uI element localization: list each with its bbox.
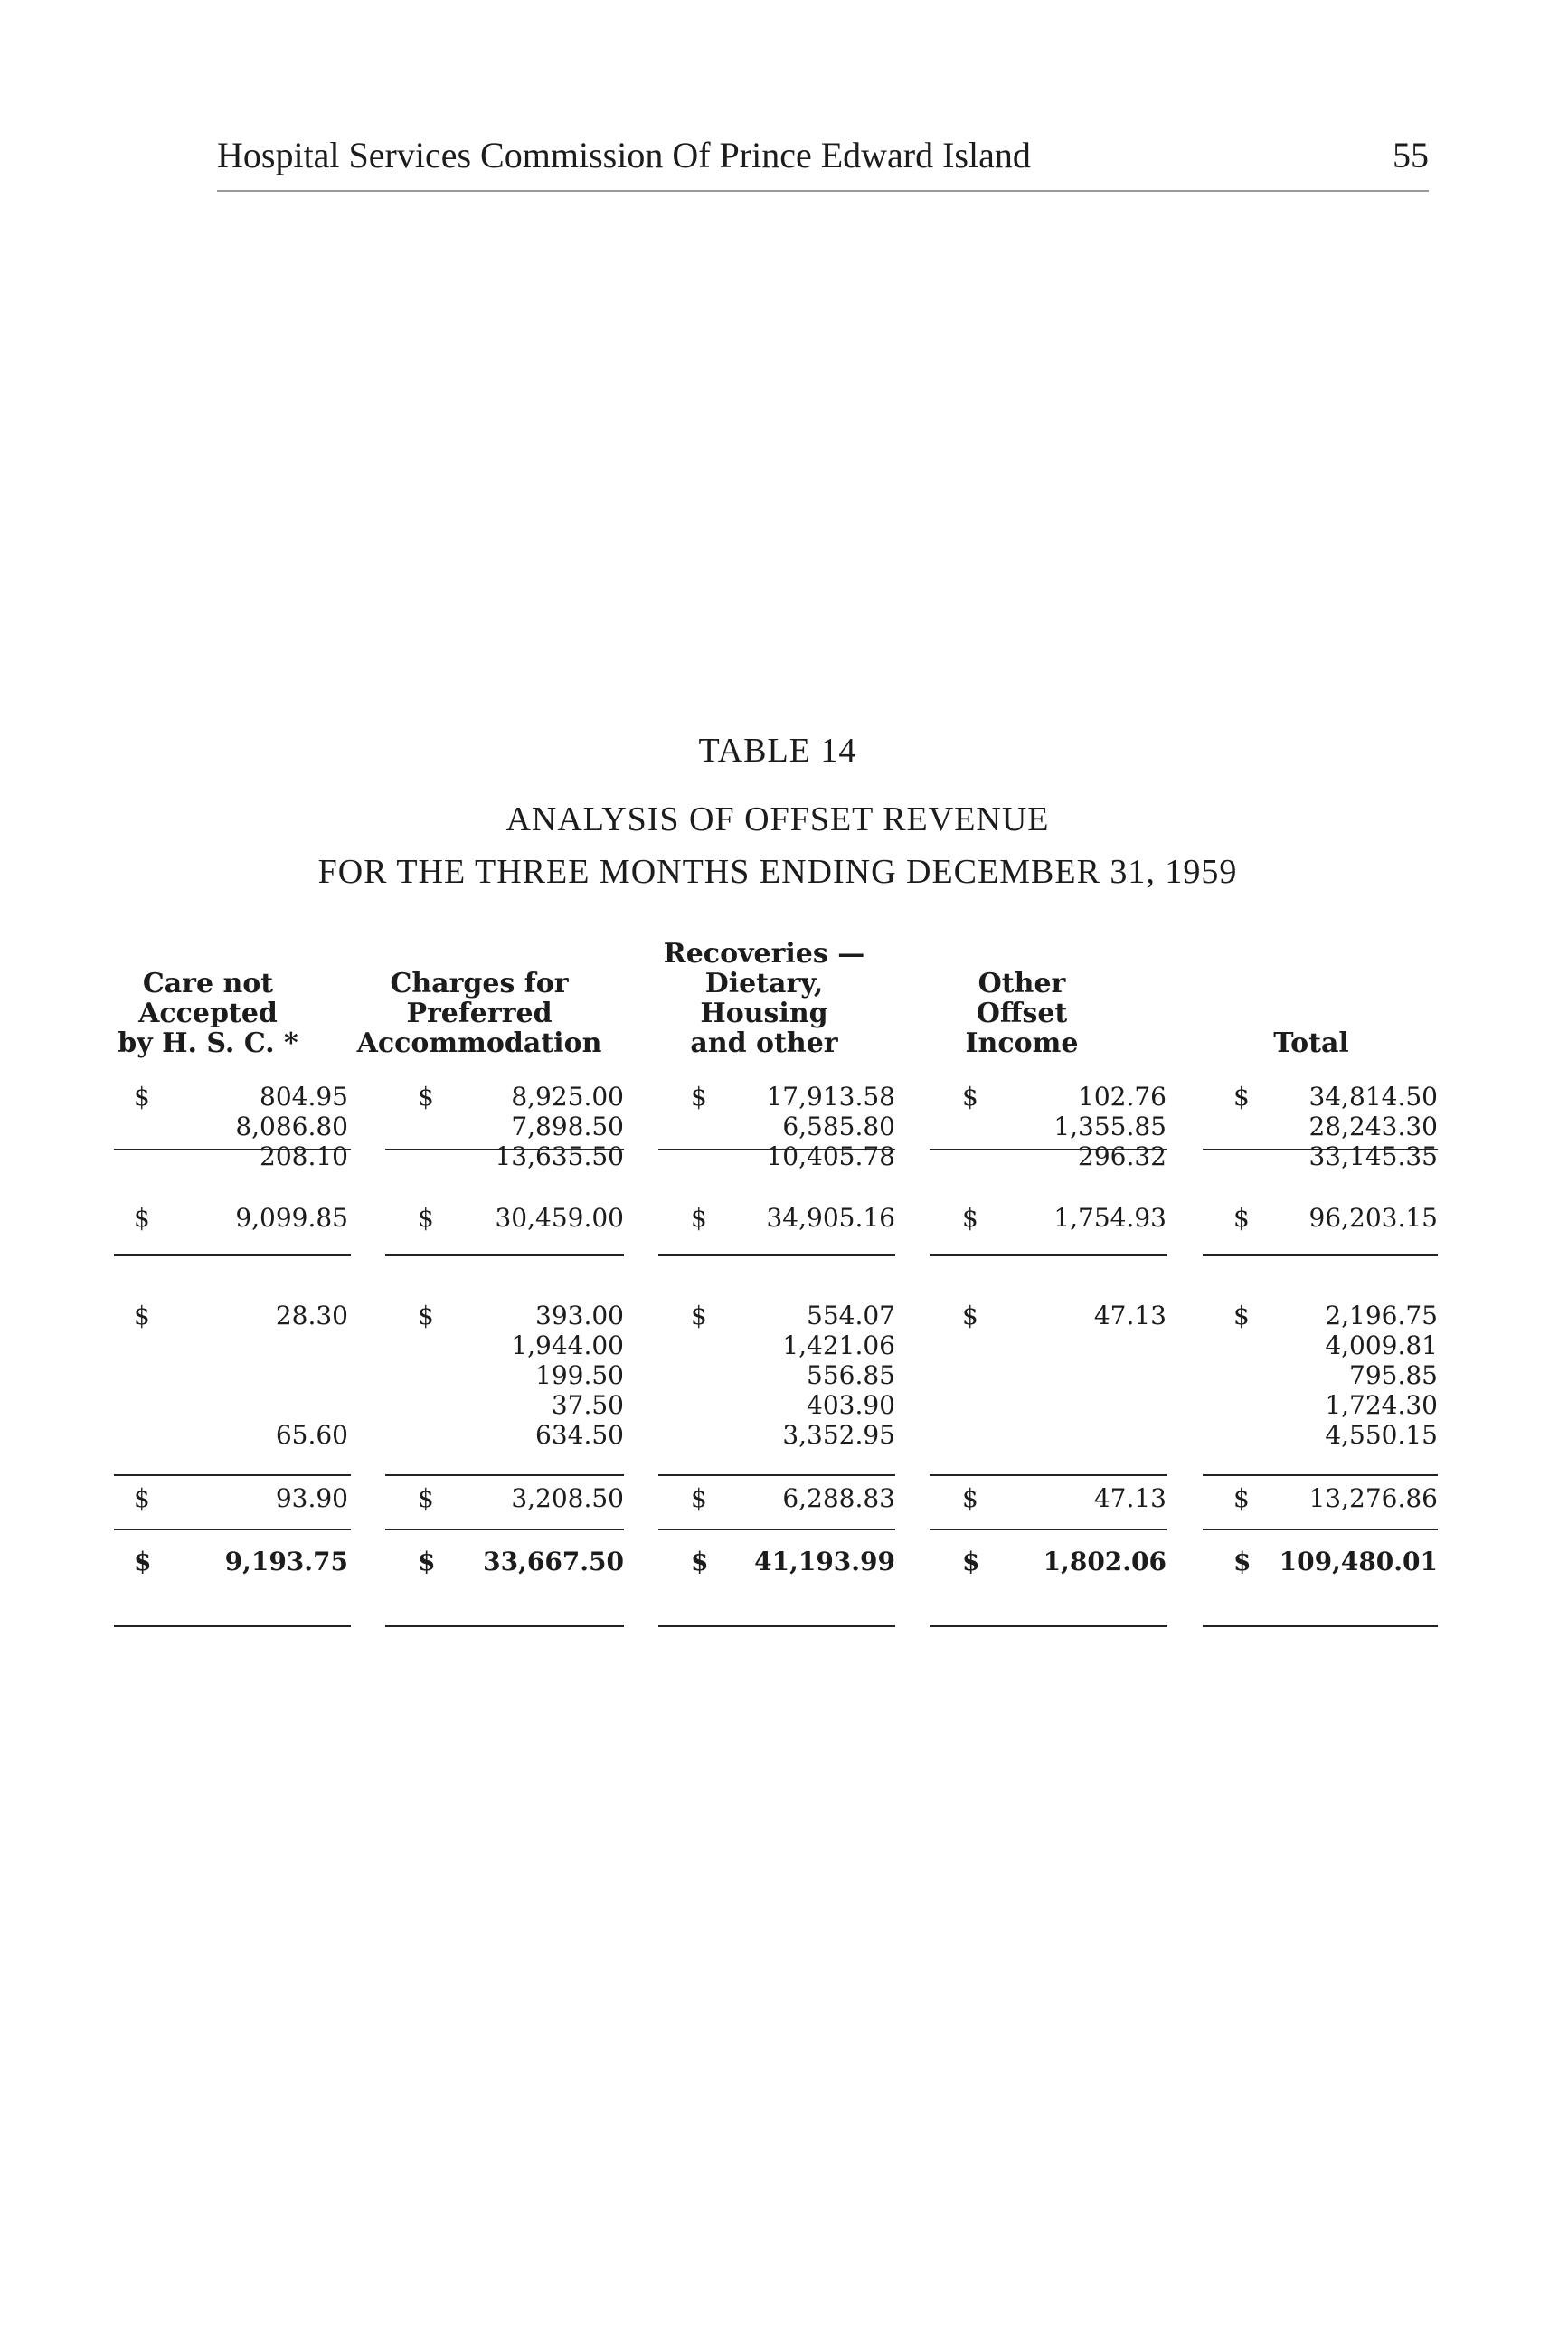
currency-sign: $ — [418, 1301, 434, 1330]
table-row-cell: 65.60 — [275, 1420, 348, 1450]
currency-sign: $ — [1233, 1547, 1252, 1576]
column-header-line: Total — [1273, 1027, 1349, 1059]
column-header-line: by H. S. C. * — [118, 1027, 298, 1059]
table-row-cell: 37.50 — [551, 1390, 624, 1420]
rule-above-subtotal — [114, 1149, 351, 1150]
subtotal-row-cell: 30,459.00 — [495, 1203, 624, 1233]
table-row-cell: 102.76 — [1078, 1082, 1167, 1112]
currency-sign: $ — [691, 1082, 707, 1112]
table-row-cell: 634.50 — [535, 1420, 624, 1450]
currency-sign: $ — [418, 1082, 434, 1112]
subtotal-row-cell: 3,208.50 — [511, 1483, 624, 1513]
column-header-line: Preferred — [406, 998, 553, 1029]
rule-above-subtotal — [658, 1149, 895, 1150]
rule-below-grand-total — [114, 1625, 351, 1627]
currency-sign: $ — [418, 1547, 436, 1576]
rule-above-subtotal — [385, 1474, 624, 1476]
currency-sign: $ — [418, 1483, 434, 1513]
table-row-cell: 199.50 — [535, 1360, 624, 1390]
table-row-cell: 1,724.30 — [1325, 1390, 1438, 1420]
rule-below-subtotal — [658, 1529, 895, 1530]
column-header-line: Accepted — [138, 998, 278, 1029]
table-row-cell: 403.90 — [807, 1390, 895, 1420]
table-row-cell: 556.85 — [807, 1360, 895, 1390]
table-row-cell: 2,196.75 — [1325, 1301, 1438, 1330]
rule-above-subtotal — [385, 1149, 624, 1150]
table-row-cell: 8,925.00 — [511, 1082, 624, 1112]
currency-sign: $ — [962, 1301, 978, 1330]
currency-sign: $ — [418, 1203, 434, 1233]
table-row-cell: 33,145.35 — [1308, 1141, 1438, 1171]
rule-above-subtotal — [658, 1474, 895, 1476]
table-row-cell: 7,898.50 — [511, 1112, 624, 1141]
table-subtitle: FOR THE THREE MONTHS ENDING DECEMBER 31, 1959 — [317, 853, 1238, 891]
column-header-line: Accommodation — [356, 1027, 602, 1059]
subtotal-row-cell: 9,099.85 — [235, 1203, 348, 1233]
table-title: ANALYSIS OF OFFSET REVENUE — [505, 800, 1050, 838]
rule-below-grand-total — [930, 1625, 1167, 1627]
table-row-cell: 47.13 — [1093, 1301, 1167, 1330]
currency-sign: $ — [962, 1082, 978, 1112]
currency-sign: $ — [1233, 1203, 1250, 1233]
rule-above-subtotal — [114, 1474, 351, 1476]
column-header-line: Offset — [976, 998, 1068, 1029]
currency-sign: $ — [962, 1483, 978, 1513]
table-row-cell: 4,550.15 — [1325, 1420, 1438, 1450]
table-row-cell: 17,913.58 — [766, 1082, 895, 1112]
currency-sign: $ — [134, 1301, 150, 1330]
page-number: 55 — [1393, 135, 1429, 175]
subtotal-row-cell: 47.13 — [1093, 1483, 1167, 1513]
grand-total-row-cell: 33,667.50 — [483, 1547, 624, 1576]
table-row-cell: 296.32 — [1078, 1141, 1167, 1171]
table-row-cell: 1,944.00 — [511, 1330, 624, 1360]
currency-sign: $ — [962, 1203, 978, 1233]
column-header-line: Recoveries — — [663, 938, 865, 970]
currency-sign: $ — [962, 1547, 980, 1576]
table-row-cell: 795.85 — [1349, 1360, 1438, 1390]
table-row-cell: 10,405.78 — [766, 1141, 895, 1171]
currency-sign: $ — [691, 1301, 707, 1330]
subtotal-row-cell: 96,203.15 — [1308, 1203, 1438, 1233]
table-row-cell: 4,009.81 — [1325, 1330, 1438, 1360]
currency-sign: $ — [134, 1547, 152, 1576]
column-header-line: Dietary, — [704, 968, 824, 999]
rule-below-subtotal — [385, 1529, 624, 1530]
currency-sign: $ — [134, 1082, 150, 1112]
table-row-cell: 34,814.50 — [1308, 1082, 1438, 1112]
column-header-5 — [1130, 1028, 1492, 1058]
column-header-line: Income — [965, 1027, 1079, 1059]
column-header-line: and other — [690, 1027, 838, 1059]
currency-sign: $ — [1233, 1301, 1250, 1330]
column-header-line: Other — [978, 968, 1066, 999]
rule-below-subtotal — [114, 1529, 351, 1530]
currency-sign: $ — [1233, 1082, 1250, 1112]
subtotal-row-cell: 93.90 — [275, 1483, 348, 1513]
currency-sign: $ — [691, 1203, 707, 1233]
currency-sign: $ — [691, 1483, 707, 1513]
grand-total-row-cell: 1,802.06 — [1043, 1547, 1167, 1576]
column-header-line: Charges for — [390, 968, 569, 999]
table-row-cell: 208.10 — [260, 1141, 348, 1171]
rule-below-grand-total — [658, 1625, 895, 1627]
currency-sign: $ — [691, 1547, 709, 1576]
column-header-line: Housing — [700, 998, 828, 1029]
rule-below-subtotal — [1203, 1529, 1438, 1530]
currency-sign: $ — [134, 1203, 150, 1233]
table-row-cell: 393.00 — [535, 1301, 624, 1330]
rule-below-subtotal — [930, 1529, 1167, 1530]
rule-above-subtotal — [1203, 1474, 1438, 1476]
rule-below-subtotal — [1203, 1254, 1438, 1256]
table-row-cell: 28,243.30 — [1308, 1112, 1438, 1141]
table-row-cell: 554.07 — [807, 1301, 895, 1330]
grand-total-row-cell: 109,480.01 — [1279, 1547, 1438, 1576]
grand-total-row-cell: 41,193.99 — [754, 1547, 895, 1576]
currency-sign: $ — [134, 1483, 150, 1513]
rule-below-subtotal — [658, 1254, 895, 1256]
table-row-cell: 1,421.06 — [782, 1330, 895, 1360]
grand-total-row-cell: 9,193.75 — [224, 1547, 348, 1576]
subtotal-row-cell: 6,288.83 — [782, 1483, 895, 1513]
rule-above-subtotal — [930, 1149, 1167, 1150]
rule-below-subtotal — [930, 1254, 1167, 1256]
rule-above-subtotal — [930, 1474, 1167, 1476]
rule-below-grand-total — [1203, 1625, 1438, 1627]
subtotal-row-cell: 13,276.86 — [1308, 1483, 1438, 1513]
table-row-cell: 6,585.80 — [782, 1112, 895, 1141]
rule-above-subtotal — [1203, 1149, 1438, 1150]
subtotal-row-cell: 1,754.93 — [1053, 1203, 1167, 1233]
column-header-line: Care not — [142, 968, 274, 999]
header-rule — [217, 190, 1429, 192]
subtotal-row-cell: 34,905.16 — [766, 1203, 895, 1233]
rule-below-subtotal — [385, 1254, 624, 1256]
table-label: TABLE 14 — [698, 732, 857, 770]
table-row-cell: 3,352.95 — [782, 1420, 895, 1450]
currency-sign: $ — [1233, 1483, 1250, 1513]
rule-below-grand-total — [385, 1625, 624, 1627]
table-row-cell: 8,086.80 — [235, 1112, 348, 1141]
table-row-cell: 13,635.50 — [495, 1141, 624, 1171]
table-row-cell: 1,355.85 — [1053, 1112, 1167, 1141]
table-row-cell: 28.30 — [275, 1301, 348, 1330]
running-title: Hospital Services Commission Of Prince Edward Island — [217, 135, 1031, 175]
table-row-cell: 804.95 — [260, 1082, 348, 1112]
rule-below-subtotal — [114, 1254, 351, 1256]
